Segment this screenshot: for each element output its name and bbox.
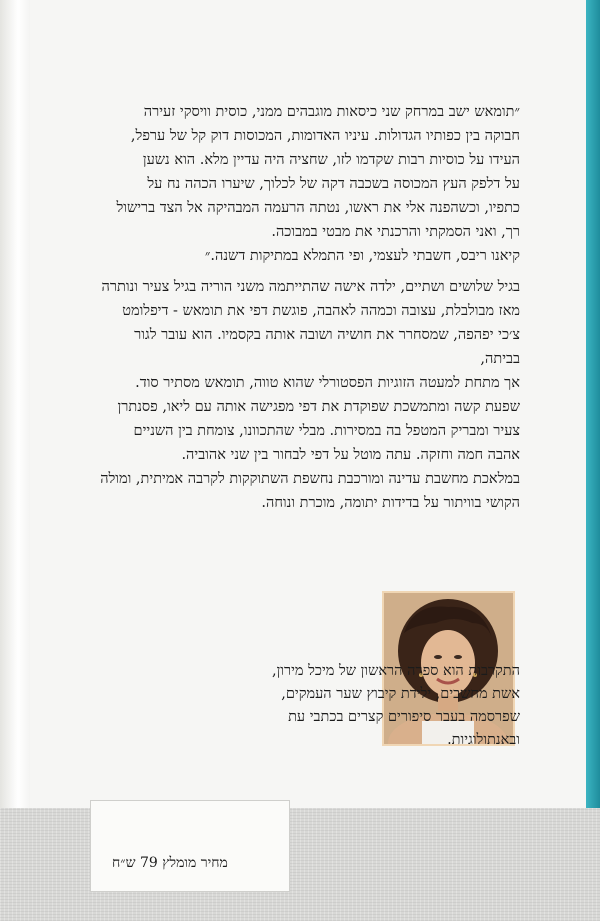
bio-line: שפרסמה בעבר סיפורים קצרים בכתבי עת [288,709,520,725]
excerpt-closing-line: קיאנו ריבס, חשבתי לעצמי, ופי התמלא במתיקות דשנה.״ [204,248,520,264]
synopsis-line: הקושי בוויתור על בדידות יתומה, מוכרת ונוחה. [261,495,520,511]
synopsis-line: צעיר ומבריק המטפל בה במסירות. מבלי שהתכוונו, צומחת בין השניים [133,423,520,439]
author-bio [230,660,520,752]
bio-line: ובאנתולוגיות. [447,732,520,748]
synopsis-line: בגיל שלושים ושתיים, ילדה אישה שהתייתמה משני הוריה בגיל צעיר ונותרה [101,279,520,295]
spine-accent-strip [586,0,600,921]
synopsis-line: מאז מבולבלת, עצובה וכמהה לאהבה, פוגשת דפי את תומאש - דיפלומט [122,303,520,319]
bio-line: התקרבות הוא ספרה הראשון של מיכל מירון, [271,663,520,679]
synopsis-line: צ׳כי יפהפה, שמסחרר את חושיה ושובה אותה בקסמיו. הוא עובר לגור בביתה, [134,327,520,367]
excerpt-line: רך, ואני הסמקתי והרכנתי את מבטי במבוכה. [271,224,520,240]
synopsis-line: אהבה חמה וחזקה. עתה מוטל על דפי לבחור בין שני אהוביה. [181,447,520,463]
price-label: מחיר מומלץ 79 ש״ח [112,855,228,871]
synopsis [90,275,520,515]
excerpt-line: כתפיו, וכשהפנה אלי את ראשו, נטתה הרעמה המבהיקה אל הצד ברישול [116,200,520,216]
bio-line: אשת מחשבים, ילידת קיבוץ שער העמקים, [281,686,520,702]
excerpt-quote [90,100,520,268]
price-sticker [90,800,290,892]
excerpt-line: העידו על כוסיות רבות שקדמו לזו, שחציה היה עדיין מלא. הוא נשען [142,152,520,168]
synopsis-line: במלאכת מחשבת עדינה ומורכבת נחשפת השתוקקות לקרבה אמיתית, ומולה [100,471,520,487]
excerpt-line: ״תומאש ישב במרחק שני כיסאות מוגבהים ממני, כוסית וויסקי זעירה [143,104,520,120]
excerpt-line: על דלפק העץ המכוסה בשכבה דקה של לכלוך, שיערו הכהה נח על [147,176,520,192]
spine-edge [0,0,30,921]
excerpt-line: חבוקה בין כפותיו הגדולות. עיניו האדומות, המכוסות דוק קל של ערפל, [130,128,520,144]
synopsis-line: אך מתחת למעטה הזוגיות הפסטורלי שהוא טווה, תומאש מסתיר סוד. [135,375,520,391]
synopsis-line: שפעת קשה ומתמשכת שפוקדת את דפי מפגישה אותה עם ליאו, פסנתרן [117,399,520,415]
